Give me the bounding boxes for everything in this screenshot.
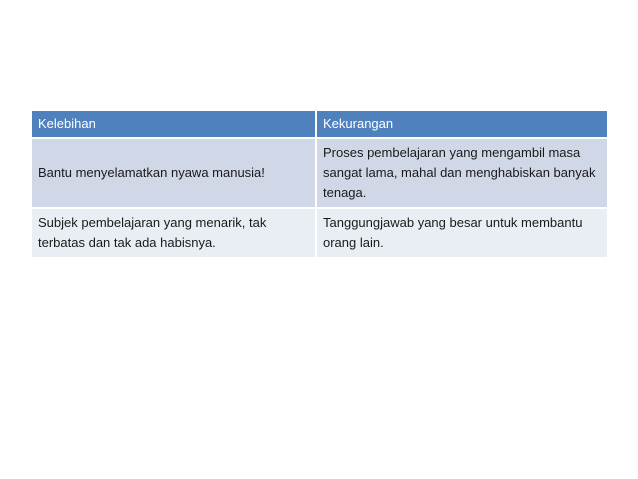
table-header-row	[32, 111, 607, 138]
table-cell-disadvantage: Tanggungjawab yang besar untuk membantu orang lain.	[316, 208, 607, 257]
table-cell-advantage: Subjek pembelajaran yang menarik, tak terbatas dan tak ada habisnya.	[32, 208, 316, 257]
table-cell-disadvantage: Proses pembelajaran yang mengambil masa sangat lama, mahal dan menghabiskan banyak tenaga.	[316, 138, 607, 208]
comparison-table	[32, 111, 607, 257]
header-kekurangan: Kekurangan	[316, 111, 607, 138]
table-row	[32, 138, 607, 208]
table-cell-advantage: Bantu menyelamatkan nyawa manusia!	[32, 138, 316, 208]
table-row	[32, 208, 607, 257]
header-kelebihan: Kelebihan	[32, 111, 316, 138]
